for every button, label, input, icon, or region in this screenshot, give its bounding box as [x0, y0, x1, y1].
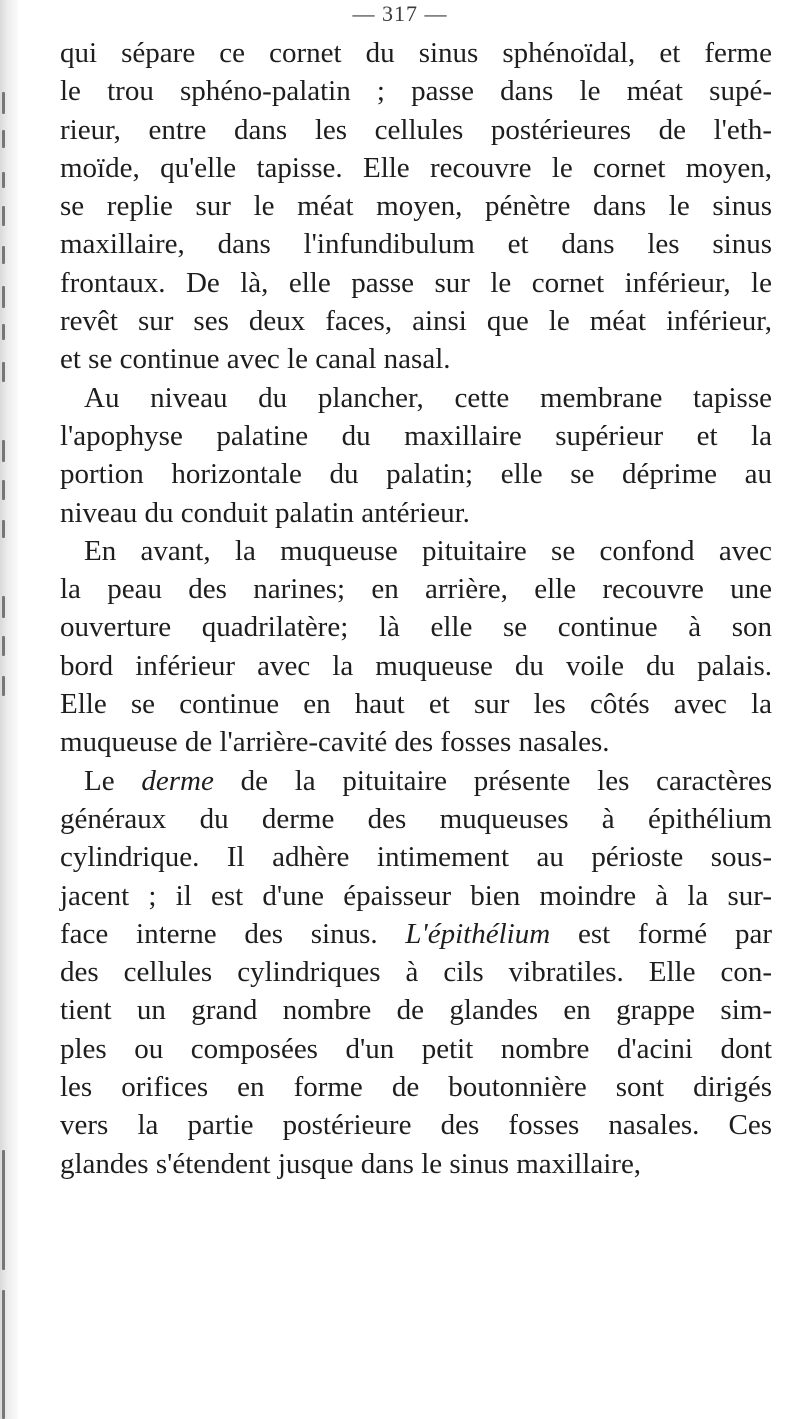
text-line: maxillaire, dans l'infundibulum et dans les sinus — [60, 228, 772, 261]
text-line: se replie sur le méat moyen, pénètre dans le sinus — [60, 190, 772, 223]
edge-mark — [2, 246, 5, 264]
edge-mark — [2, 440, 5, 462]
edge-mark — [2, 362, 5, 382]
text-line: revêt sur ses deux faces, ainsi que le méat inférieur, — [60, 305, 772, 338]
text-line: portion horizontale du palatin; elle se déprime au — [60, 458, 772, 491]
page-binding-edge — [0, 0, 18, 1419]
text-line: ples ou composées d'un petit nombre d'acini dont — [60, 1032, 772, 1065]
text-line: les orifices en forme de boutonnière sont dirigés — [60, 1071, 772, 1104]
text-line: qui sépare ce cornet du sinus sphénoïdal, et ferme — [60, 37, 772, 69]
text-line: niveau du conduit palatin antérieur. — [60, 496, 470, 529]
edge-mark — [2, 172, 5, 188]
text-line: glandes s'étendent jusque dans le sinus maxillaire, — [60, 1147, 642, 1180]
text-line: Au niveau du plancher, cette membrane tapisse — [84, 381, 772, 414]
edge-mark — [2, 1150, 5, 1270]
text-line: frontaux. De là, elle passe sur le cornet inférieur, le — [60, 266, 772, 299]
text-line — [60, 762, 772, 800]
text-line: En avant, la muqueuse pituitaire se confond avec — [84, 534, 772, 567]
italic-term: derme — [141, 764, 214, 797]
italic-term: L'épithélium — [405, 917, 551, 950]
text-line: cylindrique. Il adhère intimement au périoste sous- — [60, 841, 772, 874]
text-line: vers la partie postérieure des fosses nasales. Ces — [60, 1109, 772, 1142]
edge-mark — [2, 1290, 5, 1419]
edge-mark — [2, 676, 5, 696]
text-line: et se continue avec le canal nasal. — [60, 343, 451, 376]
edge-mark — [2, 130, 5, 148]
text-line: ouverture quadrilatère; là elle se continue à son — [60, 611, 772, 644]
edge-mark — [2, 92, 5, 114]
text-line: l'apophyse palatine du maxillaire supérieur et la — [60, 419, 772, 452]
text-line: généraux du derme des muqueuses à épithélium — [60, 802, 772, 835]
text-run: est formé par — [550, 917, 772, 950]
text-line: jacent ; il est d'une épaisseur bien moindre à la sur- — [60, 879, 772, 912]
edge-mark — [2, 596, 5, 618]
text-line: bord inférieur avec la muqueuse du voile du palais. — [60, 649, 772, 682]
text-line: moïde, qu'elle tapisse. Elle recouvre le cornet moyen, — [60, 151, 772, 184]
text-line: Elle se continue en haut et sur les côtés avec la — [60, 688, 772, 721]
edge-mark — [2, 324, 5, 340]
edge-mark — [2, 636, 5, 656]
text-line: le trou sphéno-palatin ; passe dans le méat supé- — [60, 75, 772, 108]
page-number: — 317 — — [352, 1, 448, 26]
text-run: de la pituitaire présente les caractères — [213, 764, 773, 797]
edge-mark — [2, 286, 5, 308]
text-line: muqueuse de l'arrière-cavité des fosses nasales. — [60, 726, 610, 759]
text-run: face interne des sinus. — [60, 917, 406, 950]
edge-mark — [2, 206, 5, 226]
edge-mark — [2, 480, 5, 500]
text-line: rieur, entre dans les cellules postérieures de l'eth- — [60, 113, 772, 146]
body-text — [60, 34, 772, 1183]
text-line: tient un grand nombre de glandes en grappe sim- — [60, 994, 772, 1027]
text-line: la peau des narines; en arrière, elle recouvre une — [60, 573, 772, 606]
text-line: des cellules cylindriques à cils vibratiles. Elle con- — [60, 956, 772, 989]
edge-mark — [2, 520, 5, 538]
text-run: Le — [84, 764, 142, 797]
text-line — [60, 915, 772, 953]
